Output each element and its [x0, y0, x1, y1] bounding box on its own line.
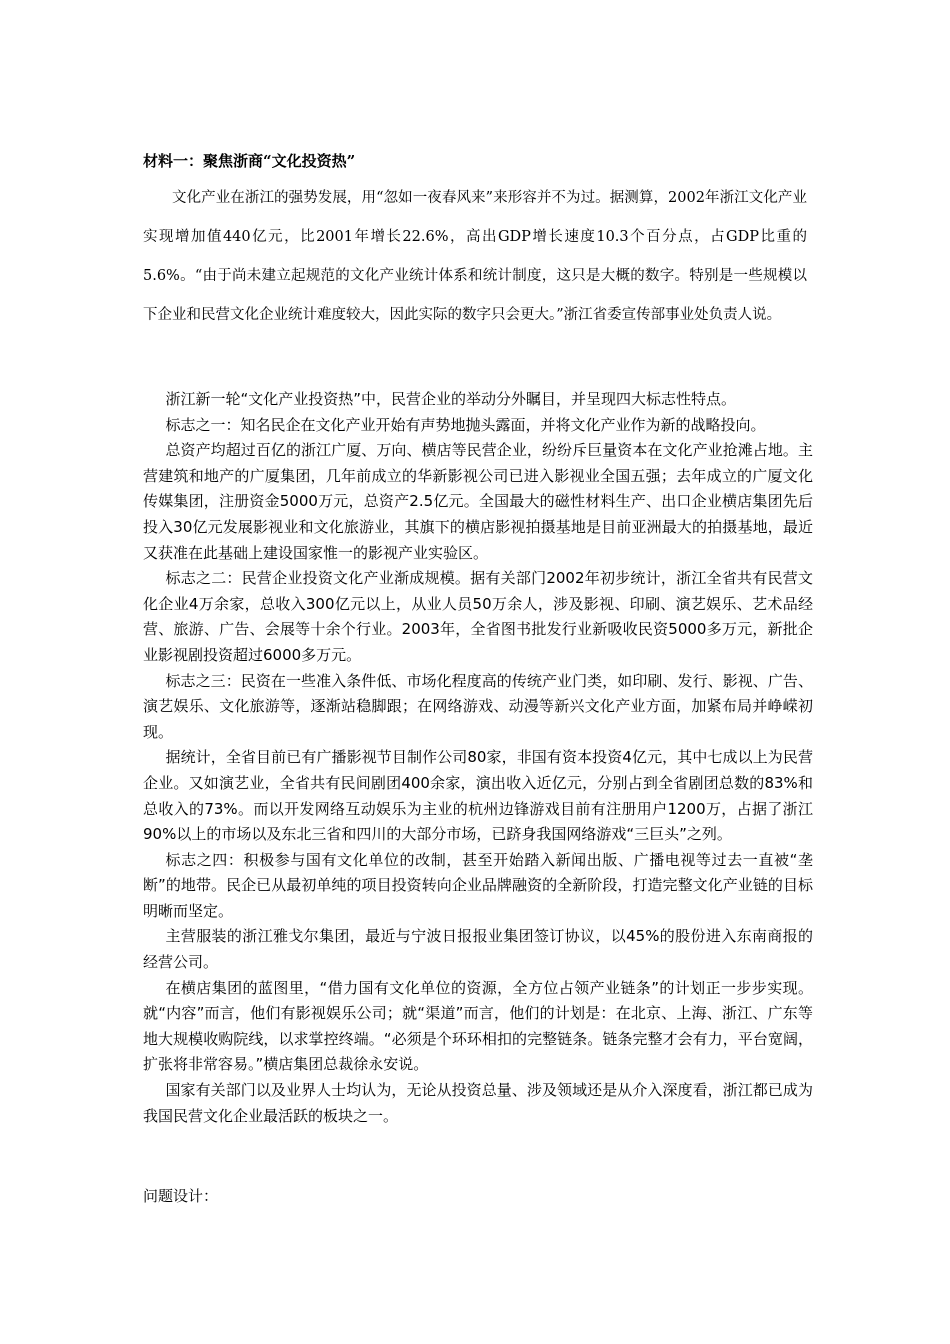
paragraph-mark-one-detail: 总资产均超过百亿的浙江广厦、万向、横店等民营企业，纷纷斥巨量资本在文化产业抢滩占地。主营建筑和地产的广厦集团，几年前成立的华新影视公司已进入影视业全国五强；去年成立的广厦文化传媒集团，注册资金5000万元，总资产2.5亿元。全国最大的磁性材料生产、出口企业横店集团先后投入30亿元发展影视业和文化旅游业，其旗下的横店影视拍摄基地是目前亚洲最大的拍摄基地，最近又获准在此基础上建设国家惟一的影视产业实验区。	[143, 441, 813, 562]
paragraph-overview: 浙江新一轮“文化产业投资热”中，民营企业的举动分外瞩目，并呈现四大标志性特点。	[165, 390, 737, 408]
paragraph-mark-three-detail: 据统计，全省目前已有广播影视节目制作公司80家，非国有资本投资4亿元，其中七成以上为民营企业。又如演艺业，全省共有民间剧团400余家，演出收入近亿元，分别占到全省剧团总数的83%和总收入的73%。而以开发网络互动娱乐为主业的杭州边锋游戏目前有注册用户1200万，占据了浙江90%以上的市场以及东北三省和四川的大部分市场，已跻身我国网络游戏“三巨头”之列。	[143, 748, 813, 844]
paragraph-conclusion: 国家有关部门以及业界人士均认为，无论从投资总量、涉及领域还是从介入深度看，浙江都已成为我国民营文化企业最活跃的板块之一。	[143, 1081, 813, 1125]
paragraph-youngor: 主营服装的浙江雅戈尔集团，最近与宁波日报报业集团签订协议，以45%的股份进入东南商报的经营公司。	[143, 927, 813, 972]
paragraph-mark-one: 标志之一：知名民企在文化产业开始有声势地抛头露面，并将文化产业作为新的战略投向。	[165, 415, 766, 434]
paragraph-hengdian: 在横店集团的蓝图里，“借力国有文化单位的资源，全方位占领产业链条”的计划正一步步实现。就“内容”而言，他们有影视娱乐公司；就“渠道”而言，他们的计划是：在北京、上海、浙江、广东等地大规模收购院线，以求掌控终端。“必须是个环环相扣的完整链条。链条完整才会有力，平台宽阔，扩张将非常容易。”横店集团总裁徐永安说。	[143, 978, 813, 1074]
question-label: 问题设计：	[143, 1187, 219, 1205]
paragraph-mark-two: 标志之二：民营企业投资文化产业渐成规模。据有关部门2002年初步统计，浙江全省共有民营文化企业4万余家，总收入300亿元以上，从业人员50万余人，涉及影视、印刷、演艺娱乐、艺术品经营、旅游、广告、会展等十余个行业。2003年，全省图书批发行业新吸收民资5000多万元，新批企业影视剧投资超过6000多万元。	[143, 569, 813, 664]
paragraph-mark-three: 标志之三：民资在一些准入条件低、市场化程度高的传统产业门类，如印刷、发行、影视、广告、演艺娱乐、文化旅游等，逐渐站稳脚跟；在网络游戏、动漫等新兴文化产业方面，加紧布局并峥嵘初现。	[143, 671, 813, 741]
article-body	[143, 387, 813, 1129]
intro-paragraph: 文化产业在浙江的强势发展，用“忽如一夜春风来”来形容并不为过。据测算，2002年浙江文化产业实现增加值440亿元，比2001年增长22.6%，高出GDP增长速度10.3个百分点，占GDP比重的5.6%。“由于尚未建立起规范的文化产业统计体系和统计制度，这只是大概的数字。特别是一些规模以下企业和民营文化企业统计难度较大，因此实际的数字只会更大。”浙江省委宣传部事业处负责人说。	[143, 190, 807, 323]
paragraph-mark-four: 标志之四：积极参与国有文化单位的改制，甚至开始踏入新闻出版、广播电视等过去一直被“垄断”的地带。民企已从最初单纯的项目投资转向企业品牌融资的全新阶段，打造完整文化产业链的目标明晰而坚定。	[143, 850, 813, 920]
material-title: 材料一：聚焦浙商“文化投资热”	[143, 152, 356, 170]
